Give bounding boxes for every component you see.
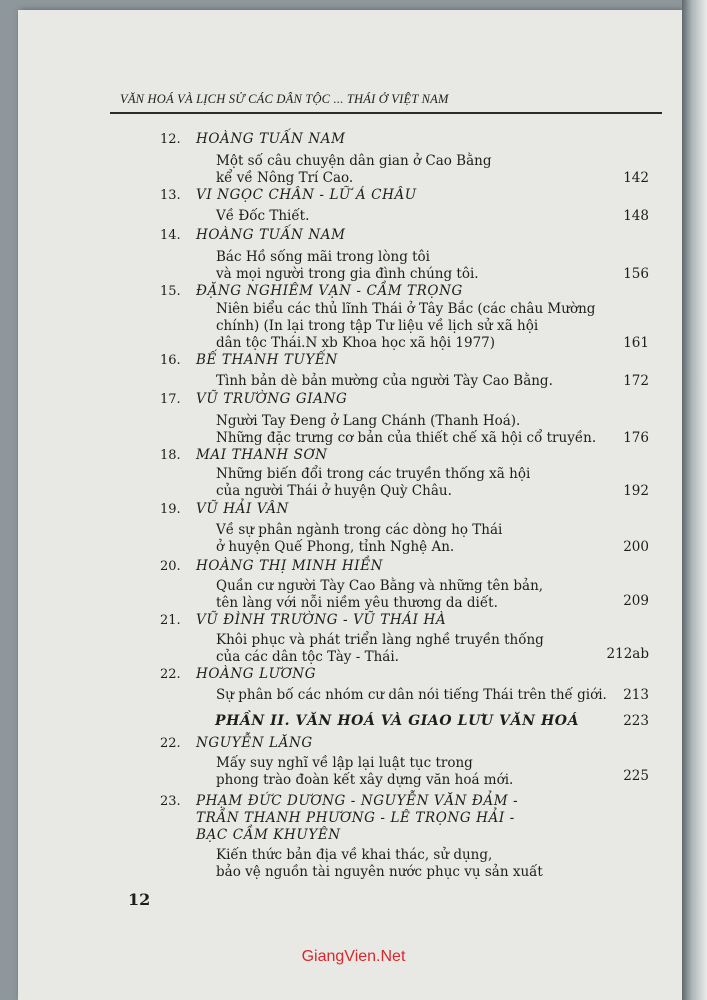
- entry-title-line: Tình bản dè bản mường của người Tày Cao Bằng.: [216, 373, 553, 389]
- page-number: 12: [128, 890, 151, 909]
- entry-page: 142: [623, 170, 649, 186]
- entry-page: 200: [623, 539, 649, 555]
- entry-author: HOÀNG LƯƠNG: [196, 666, 317, 682]
- entry-page: 148: [623, 208, 649, 224]
- entry-title-line: Quần cư người Tày Cao Bằng và những tên bản,: [216, 578, 544, 594]
- entry-number: 14.: [160, 228, 181, 243]
- entry-title-line: của người Thái ở huyện Quỳ Châu.: [216, 483, 452, 499]
- entry-number: 20.: [160, 559, 181, 574]
- entry-page: 192: [623, 483, 649, 499]
- running-header: VĂN HOÁ VÀ LỊCH SỬ CÁC DÂN TỘC ... THÁI Ở VIỆT NAM: [120, 92, 449, 106]
- entry-page: 156: [623, 266, 649, 282]
- entry-author: MAI THANH SƠN: [196, 447, 328, 463]
- entry-author: BẾ THANH TUYẾN: [196, 352, 338, 368]
- entry-title-line: Mấy suy nghĩ về lập lại luật tục trong: [216, 755, 473, 771]
- entry-number: 16.: [160, 353, 181, 368]
- entry-title-line: Người Tay Đeng ở Lang Chánh (Thanh Hoá).: [216, 413, 521, 429]
- entry-title-line: và mọi người trong gia đình chúng tôi.: [216, 266, 479, 282]
- entry-page: 161: [623, 335, 649, 351]
- entry-page: 209: [623, 593, 649, 609]
- entry-title-line: tên làng với nỗi niềm yêu thương da diết.: [216, 595, 498, 611]
- entry-title-line: dân tộc Thái.N xb Khoa học xã hội 1977): [216, 335, 496, 351]
- entry-number: 12.: [160, 132, 181, 147]
- entry-author: ĐẶNG NGHIÊM VẠN - CẦM TRỌNG: [196, 283, 463, 299]
- entry-author: VI NGỌC CHÂN - LỮ Á CHÂU: [196, 187, 417, 203]
- entry-author: PHẠM ĐỨC DƯƠNG - NGUYỄN VĂN ĐẢM -: [196, 793, 519, 809]
- entry-title-line: Khôi phục và phát triển làng nghề truyền thống: [216, 632, 544, 648]
- entry-title-line: chính) (In lại trong tập Tư liệu về lịch sử xã hội: [216, 318, 539, 334]
- entry-number: 13.: [160, 188, 181, 203]
- entry-title-line: Những biến đổi trong các truyền thống xã hội: [216, 466, 531, 482]
- entry-title-line: Về Đốc Thiết.: [216, 208, 310, 224]
- watermark: GiangVien.Net: [301, 948, 406, 965]
- entry-title-line: Về sự phân ngành trong các dòng họ Thái: [216, 522, 503, 538]
- entry-number: 19.: [160, 502, 181, 517]
- entry-page: 225: [623, 768, 649, 784]
- entry-number: 18.: [160, 448, 181, 463]
- entry-title-line: ở huyện Quế Phong, tỉnh Nghệ An.: [216, 539, 455, 555]
- entry-page: 172: [623, 373, 649, 389]
- entry-author: VŨ HẢI VÂN: [196, 501, 289, 517]
- entry-author: HOÀNG TUẤN NAM: [196, 131, 346, 147]
- entry-title-line: của các dân tộc Tày - Thái.: [216, 649, 399, 665]
- entry-page: 213: [623, 687, 649, 703]
- entry-number: 22.: [160, 667, 181, 682]
- part-heading: PHẦN II. VĂN HOÁ VÀ GIAO LƯU VĂN HOÁ: [215, 713, 580, 729]
- entry-page: 176: [623, 430, 649, 446]
- entry-title-line: Niên biểu các thủ lĩnh Thái ở Tây Bắc (các châu Mường: [216, 301, 596, 317]
- entry-author: TRẦN THANH PHƯƠNG - LÊ TRỌNG HẢI -: [196, 810, 515, 826]
- entry-title-line: kể về Nông Trí Cao.: [216, 170, 354, 186]
- entry-title-line: Kiến thức bản địa về khai thác, sử dụng,: [216, 847, 493, 863]
- entry-title-line: bảo vệ nguồn tài nguyên nước phục vụ sản xuất: [216, 864, 543, 880]
- entry-title-line: Những đặc trưng cơ bản của thiết chế xã hội cổ truyền.: [216, 430, 597, 446]
- entry-author: VŨ ĐÌNH TRƯỜNG - VŨ THÁI HÀ: [196, 612, 447, 628]
- entry-title-line: Bác Hồ sống mãi trong lòng tôi: [216, 249, 430, 265]
- entry-title-line: Một số câu chuyện dân gian ở Cao Bằng: [216, 153, 492, 169]
- entry-page: 212ab: [606, 646, 649, 662]
- part-page: 223: [623, 713, 649, 729]
- entry-author: BẠC CẦM KHUYÊN: [196, 827, 341, 843]
- entry-author: NGUYỄN LĂNG: [196, 735, 313, 751]
- entry-author: HOÀNG TUẤN NAM: [196, 227, 346, 243]
- entry-number: 22.: [160, 736, 181, 751]
- entry-title-line: Sự phân bố các nhóm cư dân nói tiếng Thái trên thế giới.: [216, 687, 607, 703]
- entry-number: 15.: [160, 284, 181, 299]
- entry-number: 21.: [160, 613, 181, 628]
- entry-author: HOÀNG THỊ MINH HIỀN: [196, 558, 384, 574]
- entry-number: 17.: [160, 392, 181, 407]
- entry-author: VŨ TRƯỜNG GIANG: [196, 391, 348, 407]
- entry-number: 23.: [160, 794, 181, 809]
- entry-title-line: phong trào đoàn kết xây dựng văn hoá mới.: [216, 772, 514, 788]
